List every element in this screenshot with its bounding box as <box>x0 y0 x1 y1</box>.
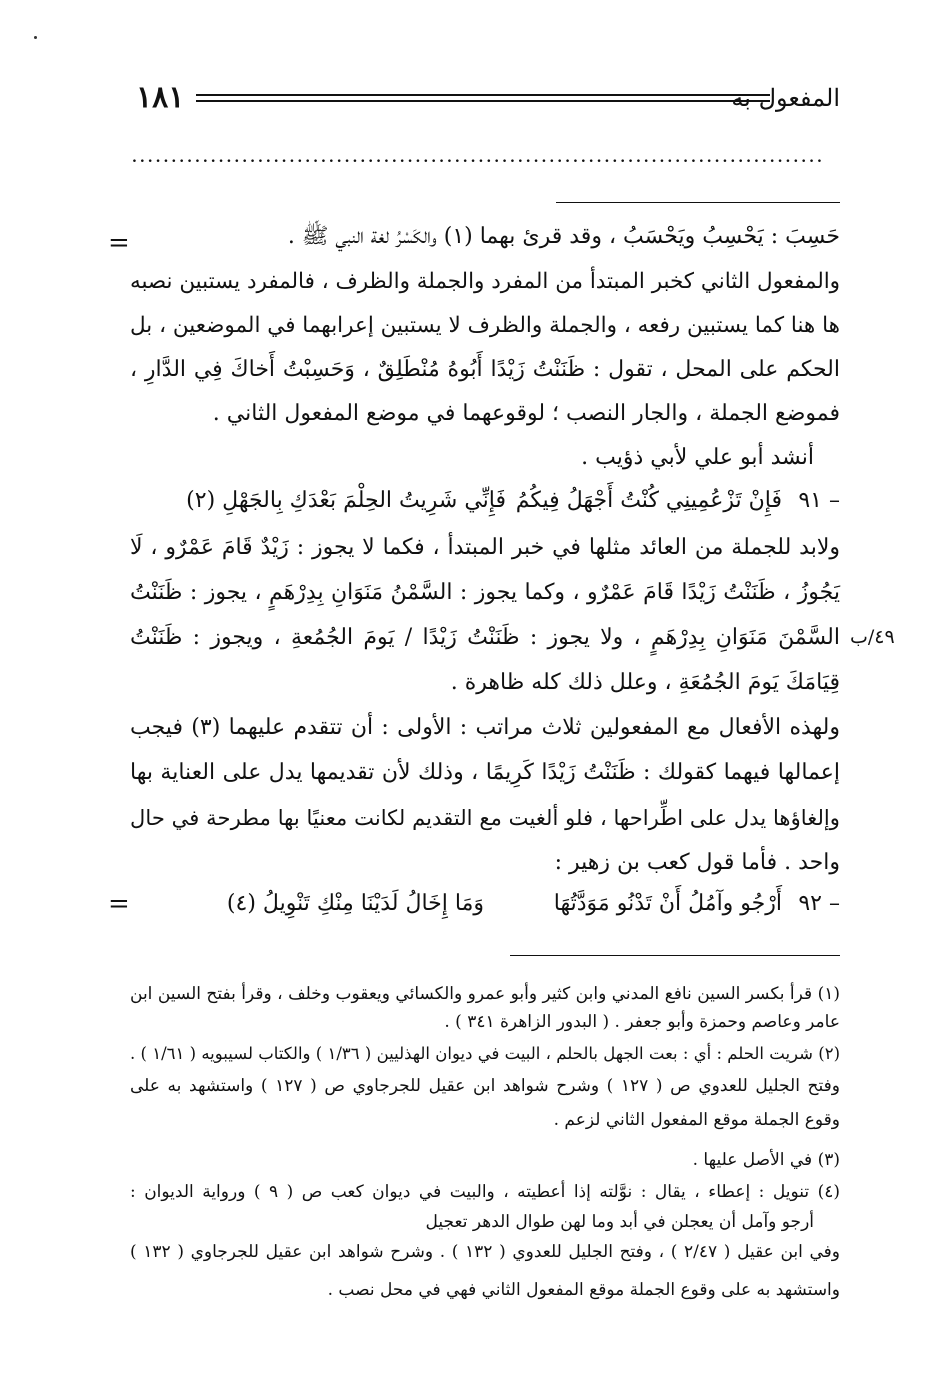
body-line-3: ها هنا كما يستبين رفعه ، والجملة والظرف لا يستبين إعرابهما في الموضعين ، بل <box>130 313 840 338</box>
body-line-14: واحد . فأما قول كعب بن زهير : <box>554 850 840 875</box>
footnote-2-line-3: وقوع الجملة موقع المفعول الثاني لزعم . <box>553 1110 840 1130</box>
body-line-4: الحكم على المحل ، تقول : ظَنَنْتُ زَيْدًا أَبُوهُ مُنْطَلِقٌ ، وَحَسِبْتُ أَخاكَ فِي الدَّارِ ، <box>130 357 840 382</box>
body-line-10: قِيَامَكَ يَومَ الجُمُعَةِ ، وعلل ذلك كله ظاهرة . <box>450 670 840 695</box>
page-number: ١٨١ <box>136 80 185 115</box>
body-line-8: يَجُوزُ ، ظَنَنْتُ زَيْدًا قَامَ عَمْرٌو ، وكما يجوز : السَّمْنُ مَنَوَانِ بِدِرْهَمٍ ، يجوز : ظَنَنْتُ <box>130 580 840 605</box>
footnote-rule <box>510 955 840 956</box>
header-rule-bottom <box>196 100 770 102</box>
verse-92-first-hemistich: أَرْجُو وآمُلُ أَنْ تَدْنُو مَوَدَّتُهَا <box>553 891 782 916</box>
footnote-2-line-2: وفتح الجليل للعدوي ص ( ١٢٧ ) وشرح شواهد ابن عقيل للجرجاوي ص ( ١٢٧ ) واستشهد به على <box>130 1076 840 1096</box>
footnote-4-line-2: وفي ابن عقيل ( ٢/٤٧ ) ، وفتح الجليل للعدوي ( ١٣٢ ) . وشرح شواهد ابن عقيل للجرجاوي ( ١٣٢ ) <box>130 1242 840 1262</box>
footnote-1-line-1: (١) قرأ بكسر السين نافع المدني وابن كثير وأبو عمرو والكسائي ويعقوب وخلف ، وقرأ بفتح السين ابن <box>130 984 840 1004</box>
body-line-1: حَسِبَ : يَحْسِبُ ويَحْسَبُ ، وقد قرئ بهما (١) والكَسْرُ لغة النبي ﷺ . <box>287 224 840 249</box>
body-line-5: فموضع الجملة ، والجار النصب ؛ لوقوعهما في موضع المفعول الثاني . <box>212 401 840 426</box>
body-line-13: وإلغاؤها يدل على اطِّراحها ، فلو ألغيت مع التقديم لكانت معنيًا بها مطرحة في حال <box>130 805 840 830</box>
header-rule-top <box>196 94 770 96</box>
continuation-mark-top: = <box>108 228 130 258</box>
footnote-2-line-1: (٢) شريت الحلم : أي : بعت الجهل بالحلم ، البيت في ديوان الهذليين ( ١/٣٦ ) والكتاب لسيبويه ( ١/٦١ ) . <box>130 1044 841 1063</box>
body-line-12: إعمالها فيهما كقولك : ظَنَنْتُ زَيْدًا كَرِيمًا ، وذلك لأن تقديمها يدل على العناية بها <box>130 760 840 785</box>
footnote-3: (٣) في الأصل عليها . <box>692 1150 840 1170</box>
running-header-title: المفعول به <box>731 84 840 112</box>
marginal-folio-note: ٤٩/ب <box>850 626 895 648</box>
verse-91-second-hemistich: فَإِنِّي شَرِيتُ الحِلْمَ بَعْدَكِ بِالجَهْلِ (٢) <box>186 488 506 513</box>
verse-91-number: ٩١ – <box>798 488 840 513</box>
top-short-rule <box>556 202 840 203</box>
body-line-9: السَّمْنَ مَنَوَانِ بِدِرْهَمٍ ، ولا يجوز : ظَنَنْتُ زَيْدًا / يَومَ الجُمُعةِ ، ويجوز : ظَنَنْتُ <box>130 625 840 650</box>
dotted-separator: ........................................................................................ <box>132 150 825 166</box>
footnote-4-line-1: (٤) تنويل : إعطاء ، يقال : نوَّلته إذا أعطيته ، والبيت في ديوان كعب ص ( ٩ ) ورواية الديوان : <box>130 1182 840 1202</box>
body-line-6: أنشد أبو علي لأبي ذؤيب . <box>581 445 814 470</box>
scan-speck <box>34 36 37 39</box>
footnote-4-poem: أرجو وآمل أن يعجلن في أبد وما لهن طوال الدهر تعجيل <box>425 1212 814 1232</box>
footnote-4-line-3: واستشهد به على وقوع الجملة موقع المفعول الثاني فهي في محل نصب . <box>327 1280 840 1300</box>
continuation-mark-bottom: = <box>108 889 130 919</box>
verse-91-first-hemistich: فَإِنْ تَزْعُمِينِي كُنْتُ أَجْهَلُ فِيكُمُ <box>515 488 782 513</box>
body-line-2: والمفعول الثاني كخبر المبتدأ من المفرد والجملة والظرف ، فالمفرد يستبين نصبه <box>130 269 840 294</box>
verse-92-number: ٩٢ – <box>798 891 840 916</box>
body-line-7: ولابد للجملة من العائد مثلها في خبر المبتدأ ، فكما لا يجوز : زَيْدٌ قَامَ عَمْرٌو ، لَا <box>130 535 840 560</box>
footnote-1-line-2: عامر وعاصم وحمزة وأبو جعفر . ( البدور الزاهرة ٣٤١ ) . <box>444 1012 840 1032</box>
verse-92-second-hemistich: وَمَا إِخَالُ لَدَيْنَا مِنْكِ تَنْوِيلُ (٤) <box>226 891 484 916</box>
body-line-11: ولهذه الأفعال مع المفعولين ثلاث مراتب : الأولى : أن تتقدم عليهما (٣) فيجب <box>130 715 840 740</box>
